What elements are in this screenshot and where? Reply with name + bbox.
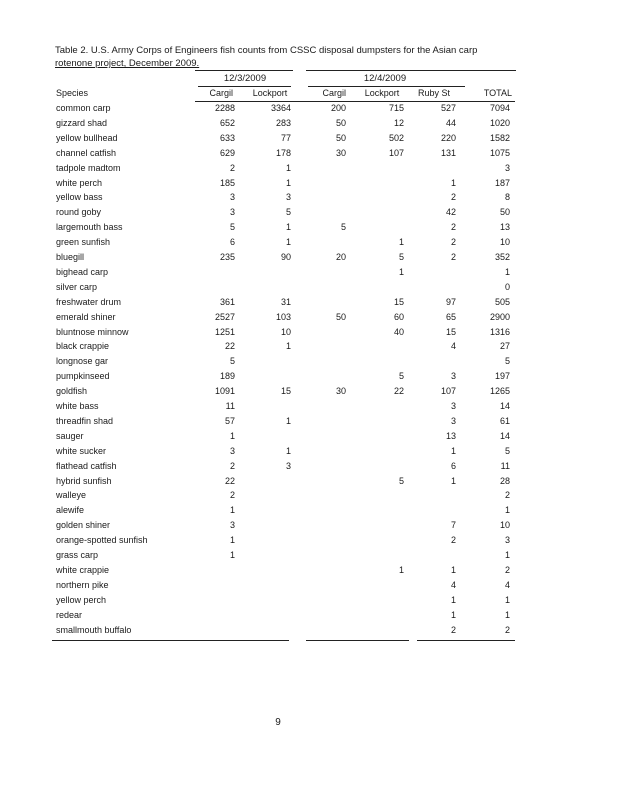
- cell-lockport-dec3: 77: [280, 132, 291, 143]
- table-row: [0, 580, 619, 595]
- cell-ruby-st-dec4: 7: [450, 520, 456, 531]
- cell-lockport-dec4: 1: [398, 237, 404, 248]
- cell-cargil-dec3: 6: [229, 237, 235, 248]
- cell-total: 13: [499, 222, 510, 233]
- cell-species: bluntnose minnow: [56, 326, 129, 337]
- cell-cargil-dec3: 633: [219, 132, 235, 143]
- cell-cargil-dec3: 1: [229, 535, 235, 546]
- cell-lockport-dec4: 107: [388, 147, 404, 158]
- table-row: [0, 252, 619, 267]
- cell-cargil-dec3: 1091: [214, 386, 235, 397]
- cell-ruby-st-dec4: 107: [440, 386, 456, 397]
- cell-cargil-dec3: 22: [224, 341, 235, 352]
- table-caption: [55, 44, 525, 70]
- cell-total: 1: [504, 609, 510, 620]
- cell-ruby-st-dec4: 4: [450, 579, 456, 590]
- cell-lockport-dec4: 1: [398, 564, 404, 575]
- cell-lockport-dec3: 3: [285, 192, 291, 203]
- cell-species: white crappie: [56, 564, 110, 575]
- cell-cargil-dec3: 2: [229, 162, 235, 173]
- cell-total: 1: [504, 505, 510, 516]
- cell-species: white sucker: [56, 445, 107, 456]
- cell-total: 1075: [489, 147, 510, 158]
- cell-species: yellow perch: [56, 594, 107, 605]
- header-col-5: Ruby St: [417, 88, 450, 98]
- cell-ruby-st-dec4: 1: [450, 609, 456, 620]
- table-row: [0, 371, 619, 386]
- cell-lockport-dec4: 40: [393, 326, 404, 337]
- cell-total: 1582: [489, 132, 510, 143]
- cell-ruby-st-dec4: 1: [450, 177, 456, 188]
- header-col-4: Lockport: [364, 88, 400, 98]
- cell-ruby-st-dec4: 2: [450, 252, 456, 262]
- table-row: [0, 103, 619, 118]
- cell-cargil-dec3: 3: [229, 445, 235, 456]
- cell-lockport-dec3: 1: [285, 341, 291, 352]
- cell-total: 4: [504, 579, 510, 590]
- cell-lockport-dec4: 715: [388, 103, 404, 113]
- table-row: [0, 610, 619, 625]
- table-row: [0, 476, 619, 491]
- cell-species: threadfin shad: [56, 415, 114, 426]
- cell-ruby-st-dec4: 2: [450, 624, 456, 635]
- cell-species: smallmouth buffalo: [56, 624, 132, 635]
- bottom-rule-3: [417, 640, 515, 641]
- table-row: [0, 505, 619, 520]
- cell-cargil-dec3: 652: [219, 117, 235, 128]
- header-col-2: Lockport: [252, 88, 288, 98]
- cell-species: bluegill: [56, 252, 85, 262]
- table-row: [0, 356, 619, 371]
- cell-lockport-dec3: 10: [280, 326, 291, 337]
- table-row: [0, 401, 619, 416]
- cell-lockport-dec4: 5: [398, 252, 404, 262]
- cell-lockport-dec3: 283: [275, 117, 291, 128]
- cell-total: 2: [504, 490, 510, 501]
- cell-species: alewife: [56, 505, 85, 516]
- cell-cargil-dec3: 3: [229, 520, 235, 531]
- cell-ruby-st-dec4: 65: [445, 311, 456, 322]
- header-col-1: Cargil: [209, 88, 233, 98]
- cell-total: 3: [504, 162, 510, 173]
- cell-cargil-dec3: 185: [219, 177, 235, 188]
- cell-total: 2900: [489, 311, 510, 322]
- table-row: [0, 550, 619, 565]
- cell-total: 187: [494, 177, 510, 188]
- header-rule: [195, 101, 515, 102]
- cell-total: 1: [504, 594, 510, 605]
- top-rule-right: [306, 70, 516, 71]
- cell-species: pumpkinseed: [56, 371, 110, 382]
- cell-cargil-dec3: 2: [229, 490, 235, 501]
- caption-line-1: Table 2. U.S. Army Corps of Engineers fish counts from CSSC disposal dumpsters for the Asian carp: [55, 45, 478, 56]
- cell-ruby-st-dec4: 44: [445, 117, 456, 128]
- table-row: [0, 148, 619, 163]
- cell-lockport-dec4: 15: [393, 296, 404, 307]
- table-row: [0, 565, 619, 580]
- cell-species: green sunfish: [56, 237, 111, 248]
- cell-cargil-dec4: 30: [335, 147, 346, 158]
- cell-cargil-dec3: 11: [225, 401, 235, 411]
- cell-lockport-dec3: 15: [280, 386, 291, 397]
- cell-species: grass carp: [56, 550, 99, 560]
- cell-species: emerald shiner: [56, 311, 116, 322]
- cell-ruby-st-dec4: 3: [450, 401, 456, 411]
- cell-ruby-st-dec4: 2: [450, 237, 456, 248]
- cell-lockport-dec3: 5: [285, 207, 291, 218]
- cell-total: 7094: [489, 103, 510, 113]
- cell-cargil-dec3: 5: [229, 222, 235, 233]
- table-row: [0, 237, 619, 252]
- cell-total: 61: [499, 415, 510, 426]
- table-row: [0, 282, 619, 297]
- header-col-3: Cargil: [322, 88, 346, 98]
- cell-ruby-st-dec4: 3: [450, 415, 456, 426]
- cell-cargil-dec4: 50: [335, 311, 346, 322]
- table-row: [0, 267, 619, 282]
- cell-total: 1: [504, 550, 510, 560]
- cell-total: 2: [504, 624, 510, 635]
- cell-lockport-dec3: 1: [285, 222, 291, 233]
- cell-lockport-dec3: 1: [285, 237, 291, 248]
- cell-ruby-st-dec4: 3: [450, 371, 456, 382]
- cell-species: goldfish: [56, 386, 88, 397]
- cell-species: hybrid sunfish: [56, 475, 112, 486]
- table-row: [0, 118, 619, 133]
- cell-lockport-dec3: 1: [285, 445, 291, 456]
- cell-species: flathead catfish: [56, 460, 117, 471]
- cell-species: longnose gar: [56, 356, 109, 367]
- cell-cargil-dec3: 2527: [214, 311, 235, 322]
- table-row: [0, 520, 619, 535]
- cell-species: largemouth bass: [56, 222, 123, 233]
- cell-lockport-dec4: 5: [398, 475, 404, 486]
- cell-cargil-dec4: 5: [340, 222, 346, 233]
- cell-ruby-st-dec4: 1: [450, 445, 456, 456]
- cell-species: channel catfish: [56, 147, 117, 158]
- cell-cargil-dec3: 1: [229, 505, 235, 516]
- cell-ruby-st-dec4: 97: [445, 296, 456, 307]
- cell-total: 1020: [489, 117, 510, 128]
- cell-total: 1265: [489, 386, 510, 397]
- table-row: [0, 535, 619, 550]
- cell-species: walleye: [56, 490, 87, 501]
- cell-total: 352: [494, 252, 510, 262]
- table-row: [0, 222, 619, 237]
- table-row: [0, 416, 619, 431]
- top-rule-left: [195, 70, 293, 71]
- table-row: [0, 192, 619, 207]
- cell-total: 1316: [489, 326, 510, 337]
- page-number: 9: [275, 717, 281, 728]
- cell-species: white bass: [56, 401, 99, 411]
- cell-total: 3: [504, 535, 510, 546]
- cell-ruby-st-dec4: 6: [450, 460, 456, 471]
- cell-total: 5: [504, 356, 510, 367]
- cell-total: 10: [499, 237, 510, 248]
- table-row: [0, 163, 619, 178]
- caption-line-2: rotenone project, December 2009.: [55, 58, 200, 69]
- table-row: [0, 386, 619, 401]
- cell-lockport-dec3: 178: [275, 147, 291, 158]
- cell-lockport-dec3: 1: [285, 177, 291, 188]
- table-row: [0, 327, 619, 342]
- table-row: [0, 446, 619, 461]
- cell-ruby-st-dec4: 15: [445, 326, 456, 337]
- cell-species: round goby: [56, 207, 102, 218]
- cell-cargil-dec3: 1: [229, 550, 235, 560]
- table-row: [0, 461, 619, 476]
- cell-cargil-dec3: 235: [219, 252, 235, 262]
- cell-total: 8: [504, 192, 510, 203]
- bottom-rule-1: [52, 640, 289, 641]
- cell-species: redear: [56, 609, 83, 620]
- group-rule-left: [198, 86, 291, 87]
- cell-ruby-st-dec4: 4: [450, 341, 456, 352]
- cell-cargil-dec3: 2: [229, 460, 235, 471]
- cell-total: 27: [499, 341, 510, 352]
- cell-species: white perch: [56, 177, 103, 188]
- cell-lockport-dec3: 1: [285, 415, 291, 426]
- cell-species: silver carp: [56, 281, 98, 292]
- cell-lockport-dec4: 12: [393, 117, 404, 128]
- cell-cargil-dec3: 3: [229, 207, 235, 218]
- cell-lockport-dec3: 103: [275, 311, 291, 322]
- cell-species: sauger: [56, 430, 84, 441]
- cell-species: gizzard shad: [56, 117, 108, 128]
- cell-ruby-st-dec4: 1: [450, 564, 456, 575]
- cell-ruby-st-dec4: 2: [450, 192, 456, 203]
- cell-lockport-dec4: 1: [398, 266, 404, 277]
- table-row: [0, 595, 619, 610]
- header-total: TOTAL: [483, 88, 512, 98]
- cell-cargil-dec3: 5: [229, 356, 235, 367]
- cell-cargil-dec3: 1: [229, 430, 235, 441]
- cell-total: 14: [499, 430, 510, 441]
- cell-species: black crappie: [56, 341, 110, 352]
- cell-ruby-st-dec4: 527: [440, 103, 456, 113]
- cell-species: yellow bullhead: [56, 132, 118, 143]
- cell-total: 197: [494, 371, 510, 382]
- cell-ruby-st-dec4: 1: [450, 594, 456, 605]
- cell-total: 5: [504, 445, 510, 456]
- cell-ruby-st-dec4: 13: [445, 430, 456, 441]
- cell-cargil-dec3: 2288: [214, 103, 235, 113]
- cell-total: 11: [500, 460, 510, 471]
- cell-cargil-dec4: 50: [335, 117, 346, 128]
- cell-cargil-dec3: 22: [224, 475, 235, 486]
- cell-total: 28: [499, 475, 510, 486]
- table-row: [0, 341, 619, 356]
- cell-species: freshwater drum: [56, 296, 122, 307]
- table-row: [0, 431, 619, 446]
- cell-cargil-dec4: 30: [335, 386, 346, 397]
- table-row: [0, 178, 619, 193]
- table-row: [0, 207, 619, 222]
- cell-total: 50: [499, 207, 510, 218]
- cell-species: northern pike: [56, 579, 109, 590]
- cell-lockport-dec3: 90: [280, 252, 291, 262]
- cell-lockport-dec3: 1: [285, 162, 291, 173]
- date-group-2: 12/4/2009: [363, 73, 407, 84]
- date-group-1: 12/3/2009: [223, 73, 267, 84]
- cell-cargil-dec3: 3: [229, 192, 235, 203]
- cell-total: 0: [504, 281, 510, 292]
- table-row: [0, 297, 619, 312]
- cell-total: 2: [504, 564, 510, 575]
- cell-total: 1: [504, 266, 510, 277]
- table-row: [0, 133, 619, 148]
- cell-species: common carp: [56, 103, 111, 113]
- cell-cargil-dec3: 629: [219, 147, 235, 158]
- cell-cargil-dec4: 200: [330, 103, 346, 113]
- cell-species: tadpole madtom: [56, 162, 121, 173]
- cell-cargil-dec3: 1251: [214, 326, 235, 337]
- cell-lockport-dec4: 60: [393, 311, 404, 322]
- table-row: [0, 490, 619, 505]
- table-row: [0, 625, 619, 640]
- cell-cargil-dec4: 20: [335, 252, 346, 262]
- cell-ruby-st-dec4: 42: [445, 207, 456, 218]
- bottom-rule-2: [306, 640, 409, 641]
- cell-lockport-dec4: 502: [388, 132, 404, 143]
- cell-ruby-st-dec4: 2: [450, 222, 456, 233]
- cell-species: bighead carp: [56, 266, 109, 277]
- cell-ruby-st-dec4: 1: [450, 475, 456, 486]
- cell-lockport-dec3: 31: [280, 296, 291, 307]
- cell-species: yellow bass: [56, 192, 103, 203]
- group-rule-right: [308, 86, 465, 87]
- cell-total: 505: [494, 296, 510, 307]
- cell-lockport-dec3: 3364: [270, 103, 291, 113]
- cell-ruby-st-dec4: 220: [440, 132, 456, 143]
- cell-ruby-st-dec4: 2: [450, 535, 456, 546]
- cell-lockport-dec4: 5: [398, 371, 404, 382]
- cell-lockport-dec4: 22: [393, 386, 404, 397]
- cell-cargil-dec3: 57: [224, 415, 235, 426]
- cell-ruby-st-dec4: 131: [440, 147, 456, 158]
- cell-cargil-dec4: 50: [335, 132, 346, 143]
- cell-total: 10: [499, 520, 510, 531]
- cell-lockport-dec3: 3: [285, 460, 291, 471]
- header-species: Species: [56, 88, 89, 98]
- cell-species: orange-spotted sunfish: [56, 535, 148, 546]
- cell-cargil-dec3: 189: [219, 371, 235, 382]
- cell-total: 14: [499, 401, 510, 411]
- cell-cargil-dec3: 361: [219, 296, 235, 307]
- table-row: [0, 312, 619, 327]
- cell-species: golden shiner: [56, 520, 111, 531]
